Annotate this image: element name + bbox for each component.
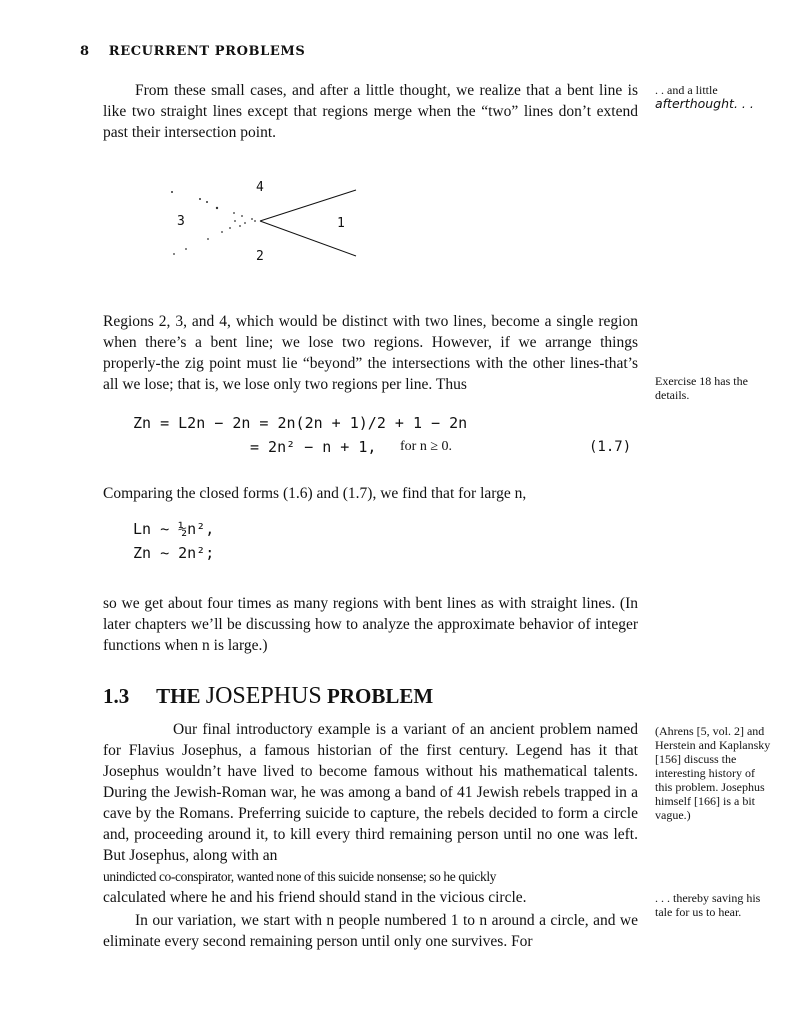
margin-note-italic: afterthought. . .	[655, 96, 754, 111]
paragraph-comparing: Comparing the closed forms (1.6) and (1.7), we find that for large n,	[103, 485, 527, 502]
paragraph-intro: From these small cases, and after a little thought, we realize that a bent line is like two straight lines except that regions merge when the “two” lines don’t extend past their intersection point.	[103, 82, 638, 141]
asymptotic-formulas	[133, 520, 333, 570]
region-label-2: 2	[256, 249, 264, 264]
region-label-4: 4	[256, 180, 264, 195]
margin-note-prefix: . . and a little	[655, 83, 718, 97]
equation-line-2: = 2n² − n + 1,	[250, 438, 377, 456]
section-title-suffix: PROBLEM	[327, 684, 434, 708]
paragraph-josephus	[103, 719, 638, 908]
chapter-title: RECURRENT PROBLEMS	[108, 44, 306, 59]
asymptotic-line-1: Ln ∼ ½n²,	[133, 520, 215, 538]
bent-line-figure	[160, 176, 380, 271]
section-number: 1.3	[103, 684, 130, 708]
paragraph-variation: In our variation, we start with n people numbered 1 to n around a circle, and we eliminate every second remaining person until only one survives. For	[103, 912, 638, 950]
section-heading	[103, 683, 433, 710]
margin-note-ahrens: (Ahrens [5, vol. 2] and Herstein and Kaplansky [156] discuss the interesting history of this problem. Josephus himself [166] is a bit vague.)	[655, 724, 771, 822]
margin-note-thereby: . . . thereby saving his tale for us to hear.	[655, 891, 761, 919]
josephus-text-main: Our final introductory example is a variant of an ancient problem named for Flavius Josephus, a famous historian of the first century. Legend has it that Josephus wouldn’t have lived to become famous without his mathematical talents. During the Jewish-Roman war, he was among a band of 41 Jewish rebels trapped in a cave by the Romans. Preferring suicide to capture, the rebels decided to form a circle and, proceeding around it, to kill every third remaining person until no one was left. But Josephus, along with an	[103, 721, 638, 864]
bent-line-diagram	[160, 176, 380, 271]
equation-tag: (1.7)	[589, 439, 632, 455]
page-number: 8	[80, 44, 90, 59]
equation-1-7	[133, 414, 643, 464]
asymptotic-line-2: Zn ∼ 2n²;	[133, 544, 215, 562]
margin-note-exercise: Exercise 18 has the details.	[655, 374, 748, 402]
region-label-1: 1	[337, 216, 345, 231]
paragraph-regions: Regions 2, 3, and 4, which would be distinct with two lines, become a single region when there’s a bent line; we lose two regions. However, if we arrange things properly-the zig point must lie “beyond” the intersections with the other lines-that’s all we lose; that is, we lose only two regions per line. Thus	[103, 313, 638, 393]
section-title-big: JOSEPHUS	[205, 683, 322, 709]
josephus-text-condensed: unindicted co-conspirator, wanted none of this suicide nonsense; so he quickly	[103, 869, 497, 884]
running-head	[80, 44, 305, 59]
josephus-text-end: calculated where he and his friend should stand in the vicious circle.	[103, 889, 527, 906]
paragraph-four-times: so we get about four times as many regions with bent lines as with straight lines. (In later chapters we’ll be discussing how to analyze the approximate behavior of integer functions when n is large.)	[103, 595, 638, 654]
region-label-3: 3	[177, 214, 185, 229]
margin-note-afterthought	[655, 83, 775, 111]
equation-condition: for n ≥ 0.	[400, 439, 453, 454]
equation-line-1: Zn = L2n − 2n = 2n(2n + 1)/2 + 1 − 2n	[133, 414, 468, 432]
section-title-prefix: THE	[156, 684, 201, 708]
